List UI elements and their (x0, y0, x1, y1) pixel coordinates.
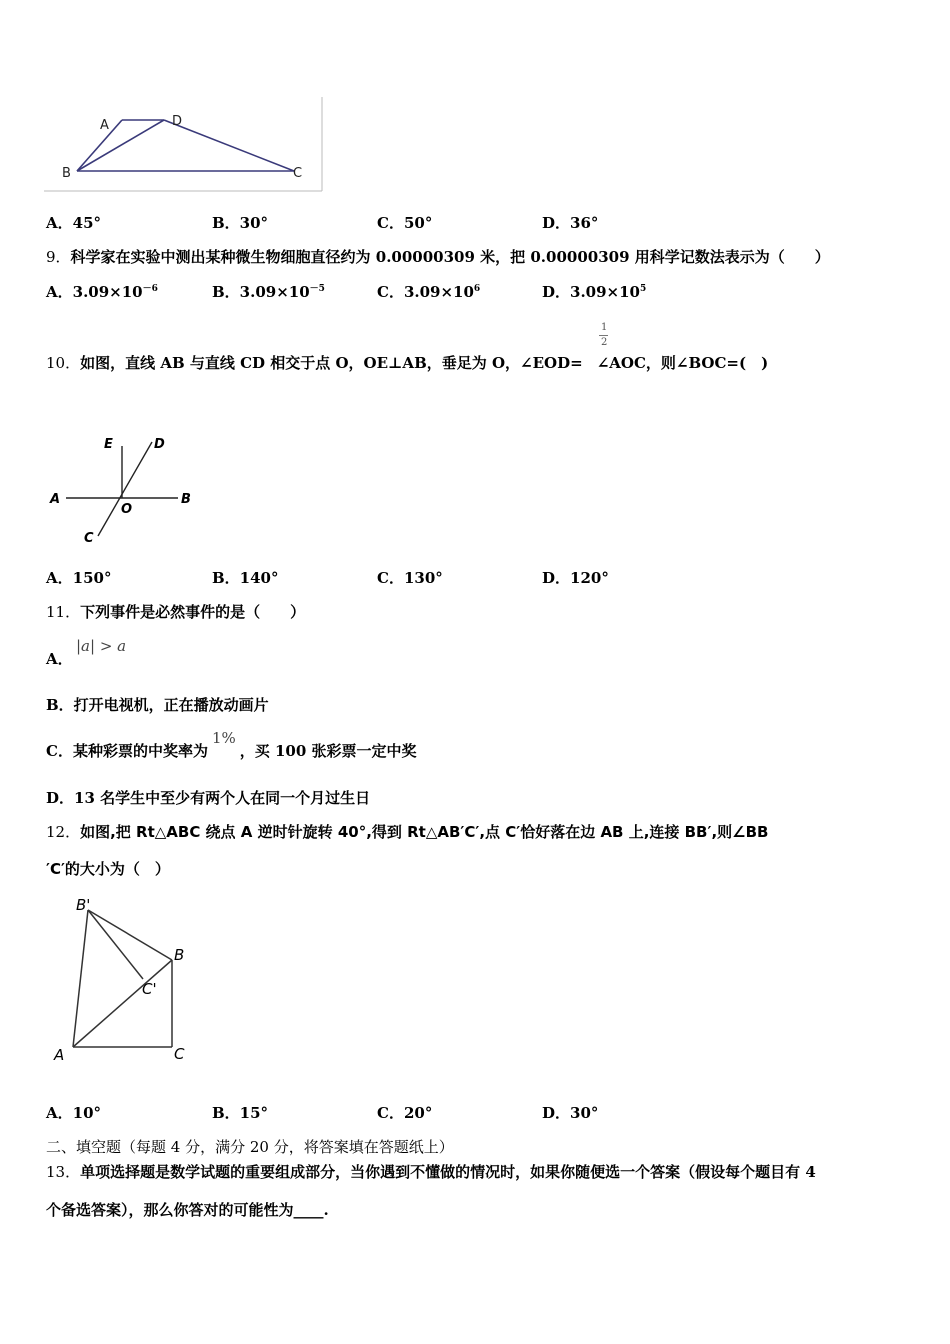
q10-question (46, 352, 768, 373)
q12-question-line1 (46, 821, 768, 842)
q12-option-b[interactable]: B．15° (212, 1104, 269, 1122)
segment-ab-prime (73, 910, 88, 1047)
q12-option-d[interactable]: D．30° (542, 1104, 599, 1122)
q11-text: 下列事件是必然事件的是（ ） (80, 603, 306, 621)
label-b: B (62, 166, 71, 181)
label-b: B (174, 946, 185, 964)
q11-option-d[interactable]: D．13 名学生中至少有两个人在同一个月过生日 (46, 789, 371, 807)
segment-ab (73, 960, 172, 1047)
label-c: C (293, 166, 303, 181)
segment-b-prime-b (88, 910, 172, 960)
figure-trapezoid (44, 97, 324, 193)
q12-text-line1: 如图,把 Rt△ABC 绕点 A 逆时针旋转 40°,得到 Rt△AB′C′,点 C′恰好落在边 AB 上,连接 BB′,则∠BB (80, 823, 769, 841)
line-cd (98, 442, 152, 536)
q11-option-a-math: |a| > a (76, 637, 127, 655)
q11-question (46, 601, 305, 622)
q9-option-d[interactable]: D．$3.09\times 10^5$ (542, 283, 647, 301)
q9-option-a[interactable]: A．$3.09\times 10^{-6}$ (46, 283, 158, 301)
label-c-prime: C' (142, 980, 157, 998)
q11-option-b[interactable]: B．打开电视机，正在播放动画片 (46, 696, 269, 714)
q10-fraction-numerator: 1 (601, 322, 608, 333)
figure-intersecting-lines (44, 432, 204, 550)
q10-option-a[interactable]: A．150° (46, 569, 112, 587)
figure-rotated-triangle (50, 892, 200, 1070)
label-c: C (174, 1045, 185, 1063)
q12-number: 12． (46, 823, 81, 841)
q10-number: 10． (46, 354, 81, 372)
q10-text-b: ∠AOC，则∠BOC=( ) (596, 354, 769, 372)
q9-text: 科学家在实验中测出某种微生物细胞直径约为 0.00000309 米，把 0.00000309 用科学记数法表示为（ ） (70, 248, 830, 266)
label-a: A (100, 118, 109, 133)
label-d: D (154, 437, 165, 452)
label-b: B (181, 492, 191, 507)
label-c: C (84, 531, 94, 546)
section-heading-fill-in: 二、填空题（每题 4 分，满分 20 分，将答案填在答题纸上） (46, 1138, 454, 1156)
q9-question (46, 246, 830, 267)
q8-option-c[interactable]: C．50° (377, 214, 433, 232)
q10-option-d[interactable]: D．120° (542, 569, 609, 587)
q11-option-c[interactable] (46, 729, 417, 761)
q8-option-d[interactable]: D．36° (542, 214, 599, 232)
q13-text-line2: 个备选答案），那么你答对的可能性为____. (46, 1201, 329, 1219)
label-d: D (172, 114, 183, 129)
q11-number: 11． (46, 603, 81, 621)
q8-option-a[interactable]: A．45° (46, 214, 102, 232)
q9-number: 9． (46, 248, 71, 266)
q12-text-line2: ′C′的大小为（ ） (46, 860, 170, 878)
q13-number: 13． (46, 1163, 81, 1181)
q9-option-c[interactable]: C．$3.09\times 10^6$ (377, 283, 481, 301)
label-b-prime: B' (76, 896, 91, 914)
label-o: O (121, 502, 133, 517)
q13-question-line1 (46, 1161, 816, 1182)
segment-b-prime-c-prime (88, 910, 143, 979)
q10-option-b[interactable]: B．140° (212, 569, 279, 587)
q10-text-a: 如图，直线 AB 与直线 CD 相交于点 O，OE⊥AB，垂足为 O，∠EOD= (80, 354, 583, 372)
q10-fraction-bar (599, 335, 608, 336)
q8-option-b[interactable]: B．30° (212, 214, 269, 232)
q10-option-c[interactable]: C．130° (377, 569, 443, 587)
q12-option-a[interactable]: A．10° (46, 1104, 102, 1122)
q10-fraction-denominator: 2 (601, 337, 608, 348)
label-e: E (104, 437, 113, 452)
label-a: A (54, 1046, 65, 1064)
q11-option-c-text-a: C．某种彩票的中奖率为 (46, 742, 208, 760)
q11-option-c-math: 1% (211, 729, 236, 747)
q13-text-line1: 单项选择题是数学试题的重要组成部分，当你遇到不懂做的情况时，如果你随便选一个答案（假设每个题目有 4 (80, 1163, 816, 1181)
segment-dc (164, 120, 294, 171)
q11-option-c-text-b: ，买 100 张彩票一定中奖 (239, 742, 417, 760)
q12-option-c[interactable]: C．20° (377, 1104, 433, 1122)
label-a: A (50, 492, 61, 507)
q11-option-a[interactable]: A． (46, 650, 73, 668)
segment-bd (77, 120, 164, 171)
q9-option-b[interactable]: B．$3.09\times 10^{-5}$ (212, 283, 325, 301)
